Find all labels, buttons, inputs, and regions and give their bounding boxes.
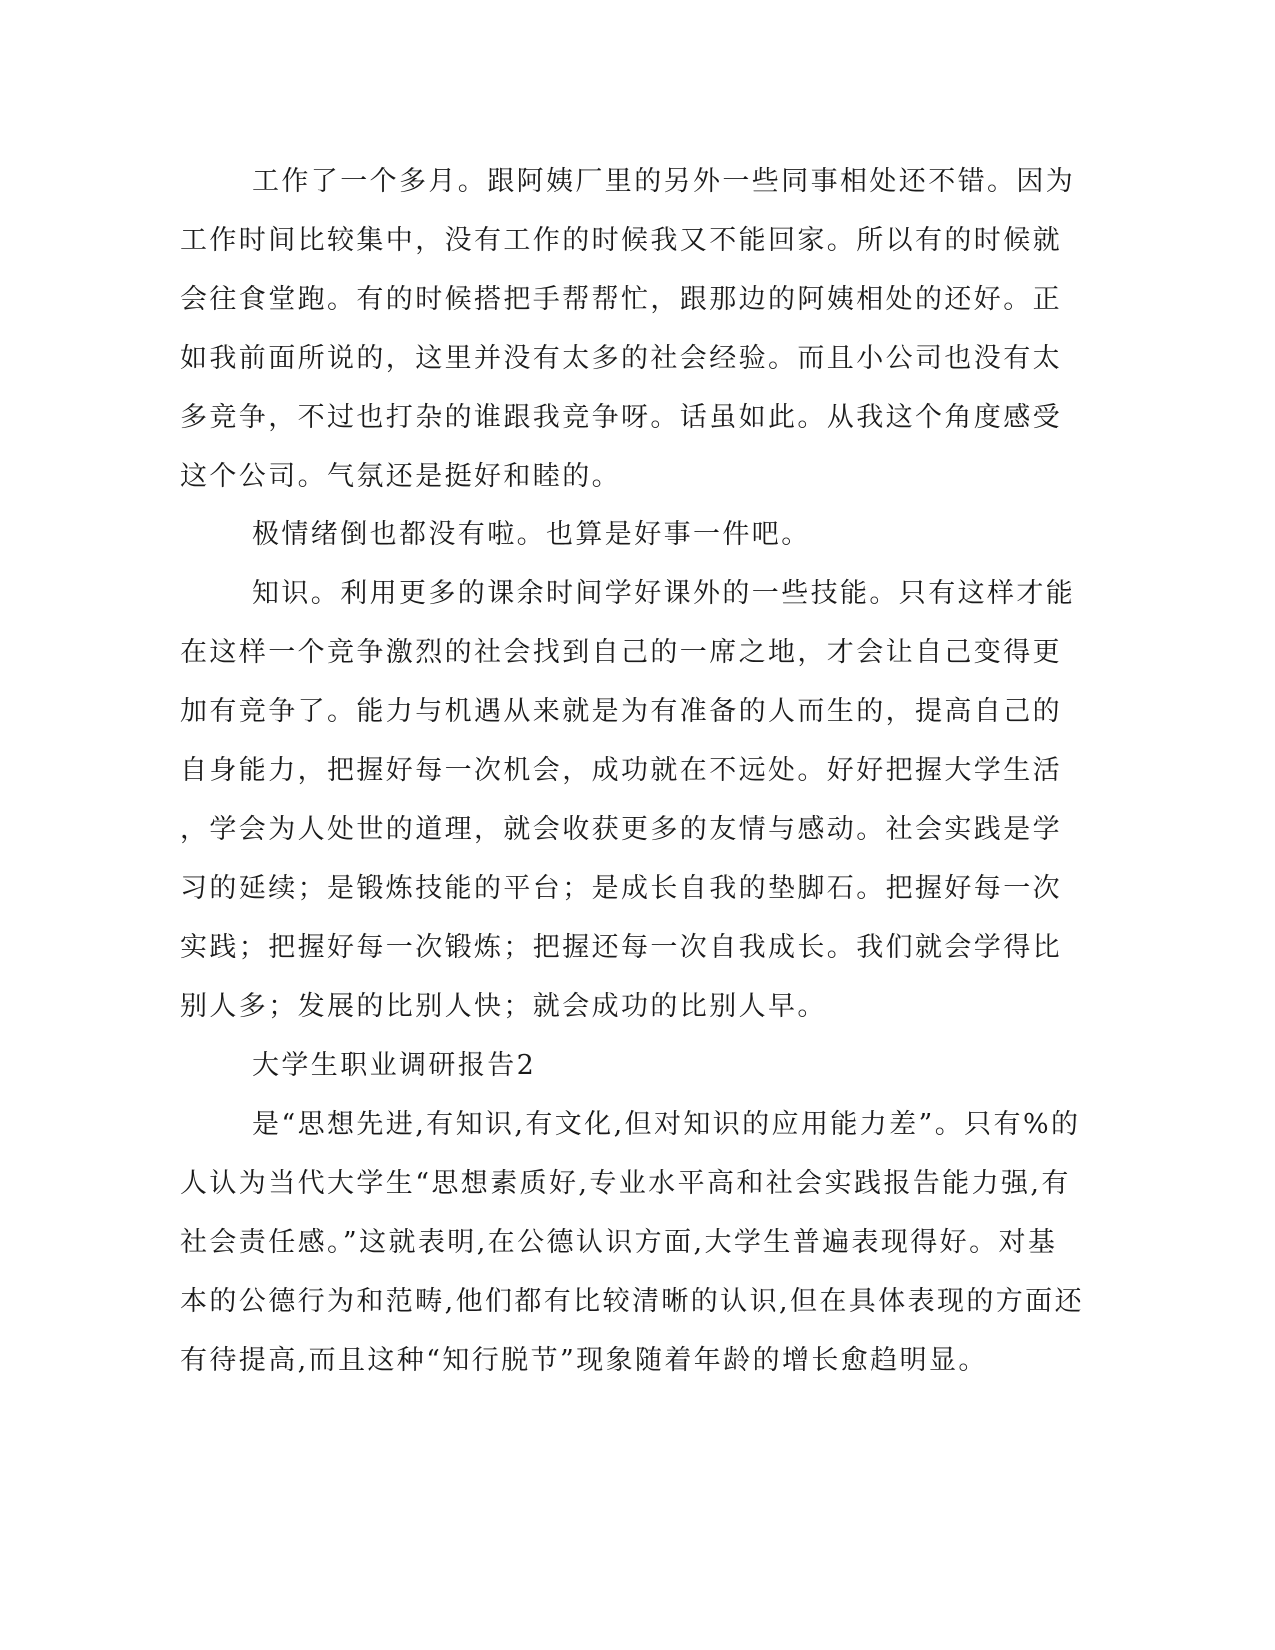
paragraph-2-line-1: 极情绪倒也都没有啦。也算是好事一件吧。	[252, 519, 811, 550]
paragraph-1-line-1: 工作了一个多月。跟阿姨厂里的另外一些同事相处还不错。因为	[252, 166, 1076, 197]
paragraph-4-line-1: 是“思想先进,有知识,有文化,但对知识的应用能力差”。只有%的	[252, 1109, 1081, 1140]
paragraph-1-line-6: 这个公司。气氛还是挺好和睦的。	[180, 461, 621, 492]
paragraph-3-line-5: ，学会为人处世的道理，就会收获更多的友情与感动。社会实践是学	[180, 814, 1062, 845]
paragraph-4-line-4: 本的公德行为和范畴,他们都有比较清晰的认识,但在具体表现的方面还	[180, 1286, 1084, 1317]
paragraph-3-line-3: 加有竞争了。能力与机遇从来就是为有准备的人而生的，提高自己的	[180, 696, 1062, 727]
paragraph-3-line-2: 在这样一个竞争激烈的社会找到自己的一席之地，才会让自己变得更	[180, 637, 1062, 668]
section-heading: 大学生职业调研报告2	[252, 1050, 537, 1081]
paragraph-3-line-4: 自身能力，把握好每一次机会，成功就在不远处。好好把握大学生活	[180, 755, 1062, 786]
paragraph-1-line-2: 工作时间比较集中，没有工作的时候我又不能回家。所以有的时候就	[180, 225, 1062, 256]
paragraph-3-line-7: 实践；把握好每一次锻炼；把握还每一次自我成长。我们就会学得比	[180, 932, 1062, 963]
paragraph-3-line-1: 知识。利用更多的课余时间学好课外的一些技能。只有这样才能	[252, 578, 1076, 609]
paragraph-3-line-6: 习的延续；是锻炼技能的平台；是成长自我的垫脚石。把握好每一次	[180, 873, 1062, 904]
paragraph-1-line-3: 会往食堂跑。有的时候搭把手帮帮忙，跟那边的阿姨相处的还好。正	[180, 284, 1062, 315]
paragraph-3-line-8: 别人多；发展的比别人快；就会成功的比别人早。	[180, 991, 827, 1022]
paragraph-4-line-3: 社会责任感。”这就表明,在公德认识方面,大学生普遍表现得好。对基	[180, 1227, 1058, 1258]
paragraph-1-line-5: 多竞争，不过也打杂的谁跟我竞争呀。话虽如此。从我这个角度感受	[180, 402, 1062, 433]
paragraph-4-line-2: 人认为当代大学生“思想素质好,专业水平高和社会实践报告能力强,有	[180, 1168, 1071, 1199]
paragraph-4-line-5: 有待提高,而且这种“知行脱节”现象随着年龄的增长愈趋明显。	[180, 1345, 988, 1376]
paragraph-1-line-4: 如我前面所说的，这里并没有太多的社会经验。而且小公司也没有太	[180, 343, 1062, 374]
